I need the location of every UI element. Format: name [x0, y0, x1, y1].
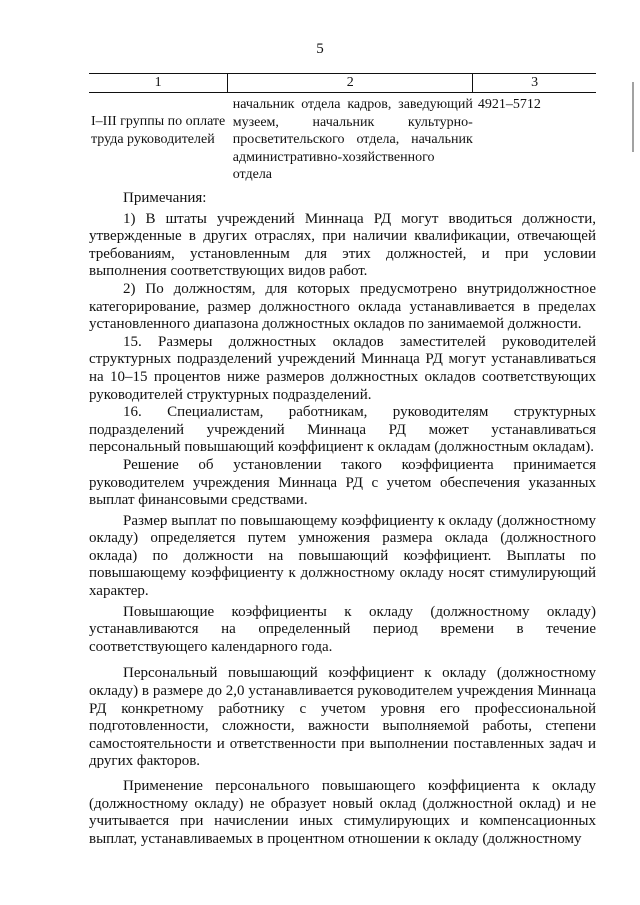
clause-15: 15. Размеры должностных окладов заместителей руководителей структурных подразделений учреждений Миннаца РД могут устанавливаться на 10–15 процентов ниже размеров должностных окладов соответствующих руководителей структурных подразделений. — [89, 333, 596, 403]
clause-16-personal-coefficient: Персональный повышающий коэффициент к окладу (должностному окладу) в размере до 2,0 устанавливается руководителем учреждения Миннаца РД конкретному работнику с учетом уровня его профессиональной подготовленности, сложности, важности выполняемой работы, степени самостоятельности и ответственности при выполнении поставленных задач и других факторов. — [89, 665, 596, 770]
scan-edge-mark — [632, 82, 640, 152]
clause-16: 16. Специалистам, работникам, руководителям структурных подразделений учреждений Миннаца РД может устанавливаться персональный повышающий коэффициент к окладам (должностным окладам). — [89, 404, 596, 456]
note-1: 1) В штаты учреждений Миннаца РД могут вводиться должности, утвержденные в других отраслях, при наличии квалификации, отвечающей требованиям, установленным для этих должностей, и при условии выполнения соответствующих видов работ. — [89, 210, 596, 280]
column-header-3: 3 — [473, 74, 596, 93]
cell-positions: начальник отдела кадров, заведующий музеем, начальник культурно-просветительского отдела, начальник административно-хозяйственного отдела — [232, 97, 473, 182]
document-body — [89, 190, 596, 848]
clause-16-amount: Размер выплат по повышающему коэффициенту к окладу (должностному окладу) определяется путем умножения размера оклада (должностного оклада) по должности на повышающий коэффициент. Выплаты по повышающему коэффициенту к должностному окладу носят стимулирующий характер. — [89, 512, 596, 600]
salary-table — [89, 73, 596, 184]
table-header-row — [89, 74, 596, 93]
clause-16-application: Применение персонального повышающего коэффициента к окладу (должностному окладу) не образует новый оклад (должностной оклад) и не учитывается при начислении иных стимулирующих и компенсационных выплат, устанавливаемых в процентном отношении к окладу (должностному — [89, 778, 596, 847]
cell-pay-group: I–III группы по оплате труда руководителей — [91, 114, 226, 147]
table-row — [89, 93, 596, 184]
clause-16-period: Повышающие коэффициенты к окладу (должностному окладу) устанавливаются на определенный период времени в течение соответствующего календарного года. — [89, 603, 596, 655]
cell-salary-range: 4921–5712 — [477, 97, 541, 112]
page-number: 5 — [316, 41, 324, 57]
clause-16-decision: Решение об установлении такого коэффициента принимается руководителем учреждения Миннаца РД с учетом обеспечения указанных выплат финансовыми средствами. — [89, 456, 596, 509]
note-2: 2) По должностям, для которых предусмотрено внутридолжностное категорирование, размер должностного оклада устанавливается в пределах установленного диапазона должностных окладов по занимаемой должности. — [89, 280, 596, 333]
column-header-2: 2 — [228, 74, 473, 93]
notes-title: Примечания: — [123, 190, 207, 206]
column-header-1: 1 — [89, 74, 228, 93]
